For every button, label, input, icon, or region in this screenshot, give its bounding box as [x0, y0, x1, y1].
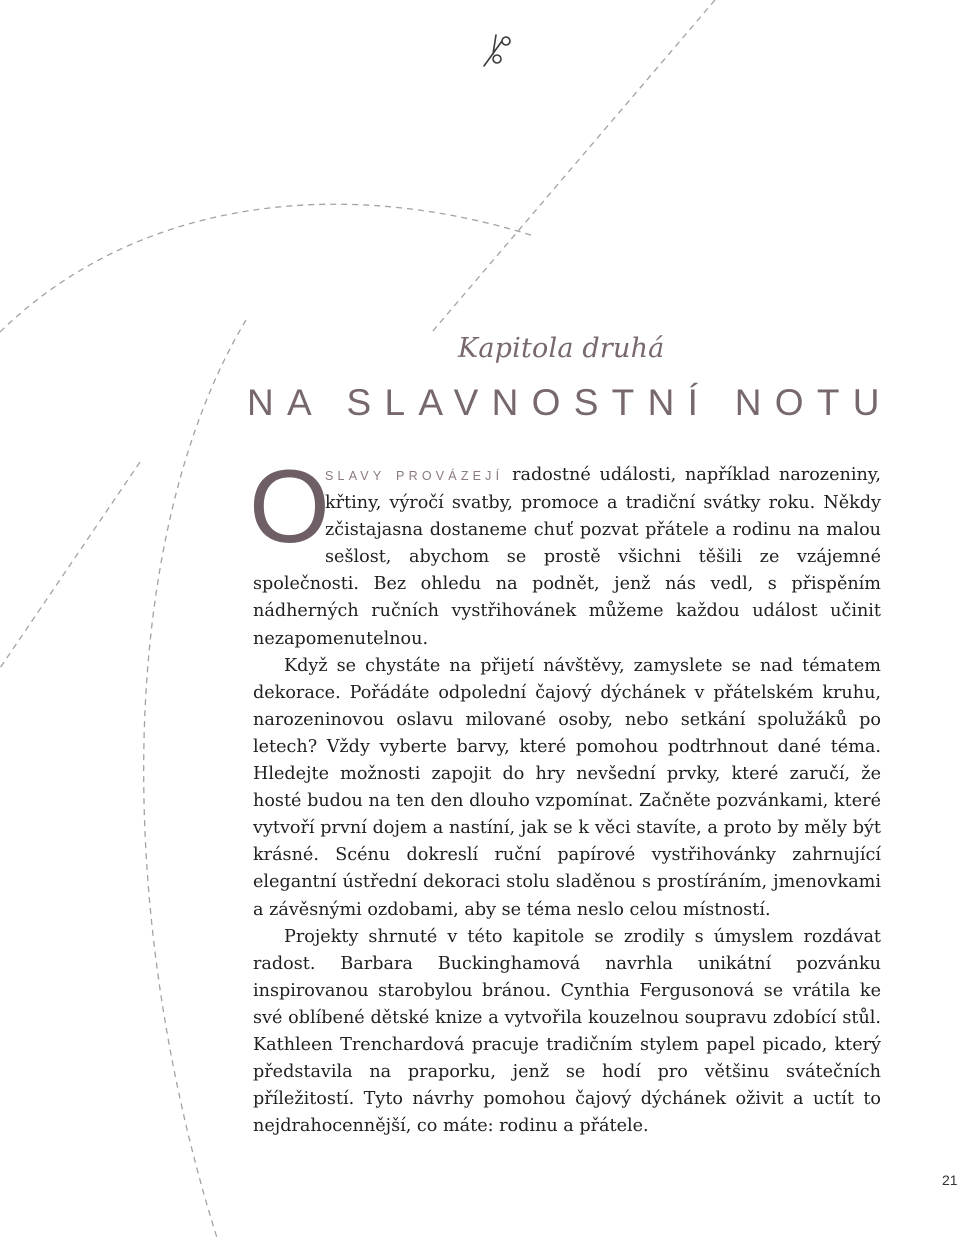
diagonal-cut-line — [432, 0, 715, 332]
paragraph-1-text: radostné události, například narozeniny, křtiny, výročí svatby, promoce a tradiční svátky roku. Někdy zčistajasna dostaneme chuť pozvat přátele a rodinu na malou sešlost, abychom se prostě všichni těšili ze vzájemné společnosti. Bez ohledu na podnět, jenž nás vedl, s přispěním nádherných ručních vystřihovánek můžeme každou událost učinit nezapomenutelnou. — [253, 465, 881, 649]
lower-arc-cut-line — [144, 320, 246, 1241]
chapter-kicker: Kapitola druhá — [458, 333, 665, 364]
left-edge-cut-line — [0, 462, 140, 668]
chapter-body — [249, 449, 881, 1140]
paragraph-3: Projekty shrnuté v této kapitole se zrodily s úmyslem rozdávat radost. Barbara Buckinghamová navrhla unikátní pozvánku inspirovanou starobylou bránou. Cynthia Fergusonová se vrátila ke své oblíbené dětské knize a vytvořila kouzelnou soupravu zdobící stůl. Kathleen Trenchardová pracuje tradičním stylem papel picado, který představila na praporku, jenž se hodí pro většinu svátečních příležitostí. Tyto návrhy pomohou čajový dýchánek oživit a uctít to nejdrahocennější, co máte: rodinu a přátele. — [253, 926, 881, 1137]
scissors-icon — [478, 32, 514, 70]
page-number: 21 — [942, 1172, 958, 1188]
paragraph-1 — [249, 449, 881, 653]
drop-cap: O — [249, 449, 330, 565]
paragraph-2: Když se chystáte na přijetí návštěvy, zamyslete se nad tématem dekorace. Pořádáte odpolední čajový dýchánek v přátelském kruhu, narozeninovou oslavu milované osoby, nebo setkání spolužáků po letech? Vždy vyberte barvy, které pomohou podtrhnout dané téma. Hledejte možnosti zapojit do hry nevšední prvky, které zaručí, že hosté budou na ten den dlouho vzpomínat. Začněte pozvánkami, které vytvoří první dojem a nastíní, jak se k věci stavíte, a proto by měly být krásné. Scénu dokreslí ruční papírové vystřihovánky zahrnující elegantní ústřední dekoraci stolu sladěnou s prostíráním, jmenovkami a závěsnými ozdobami, aby se téma neslo celou místností. — [253, 655, 881, 920]
chapter-title: NA SLAVNOSTNÍ NOTU — [247, 382, 893, 423]
upper-arc-cut-line — [0, 204, 534, 332]
lead-in: SLAVY PROVÁZEJÍ — [325, 469, 504, 483]
